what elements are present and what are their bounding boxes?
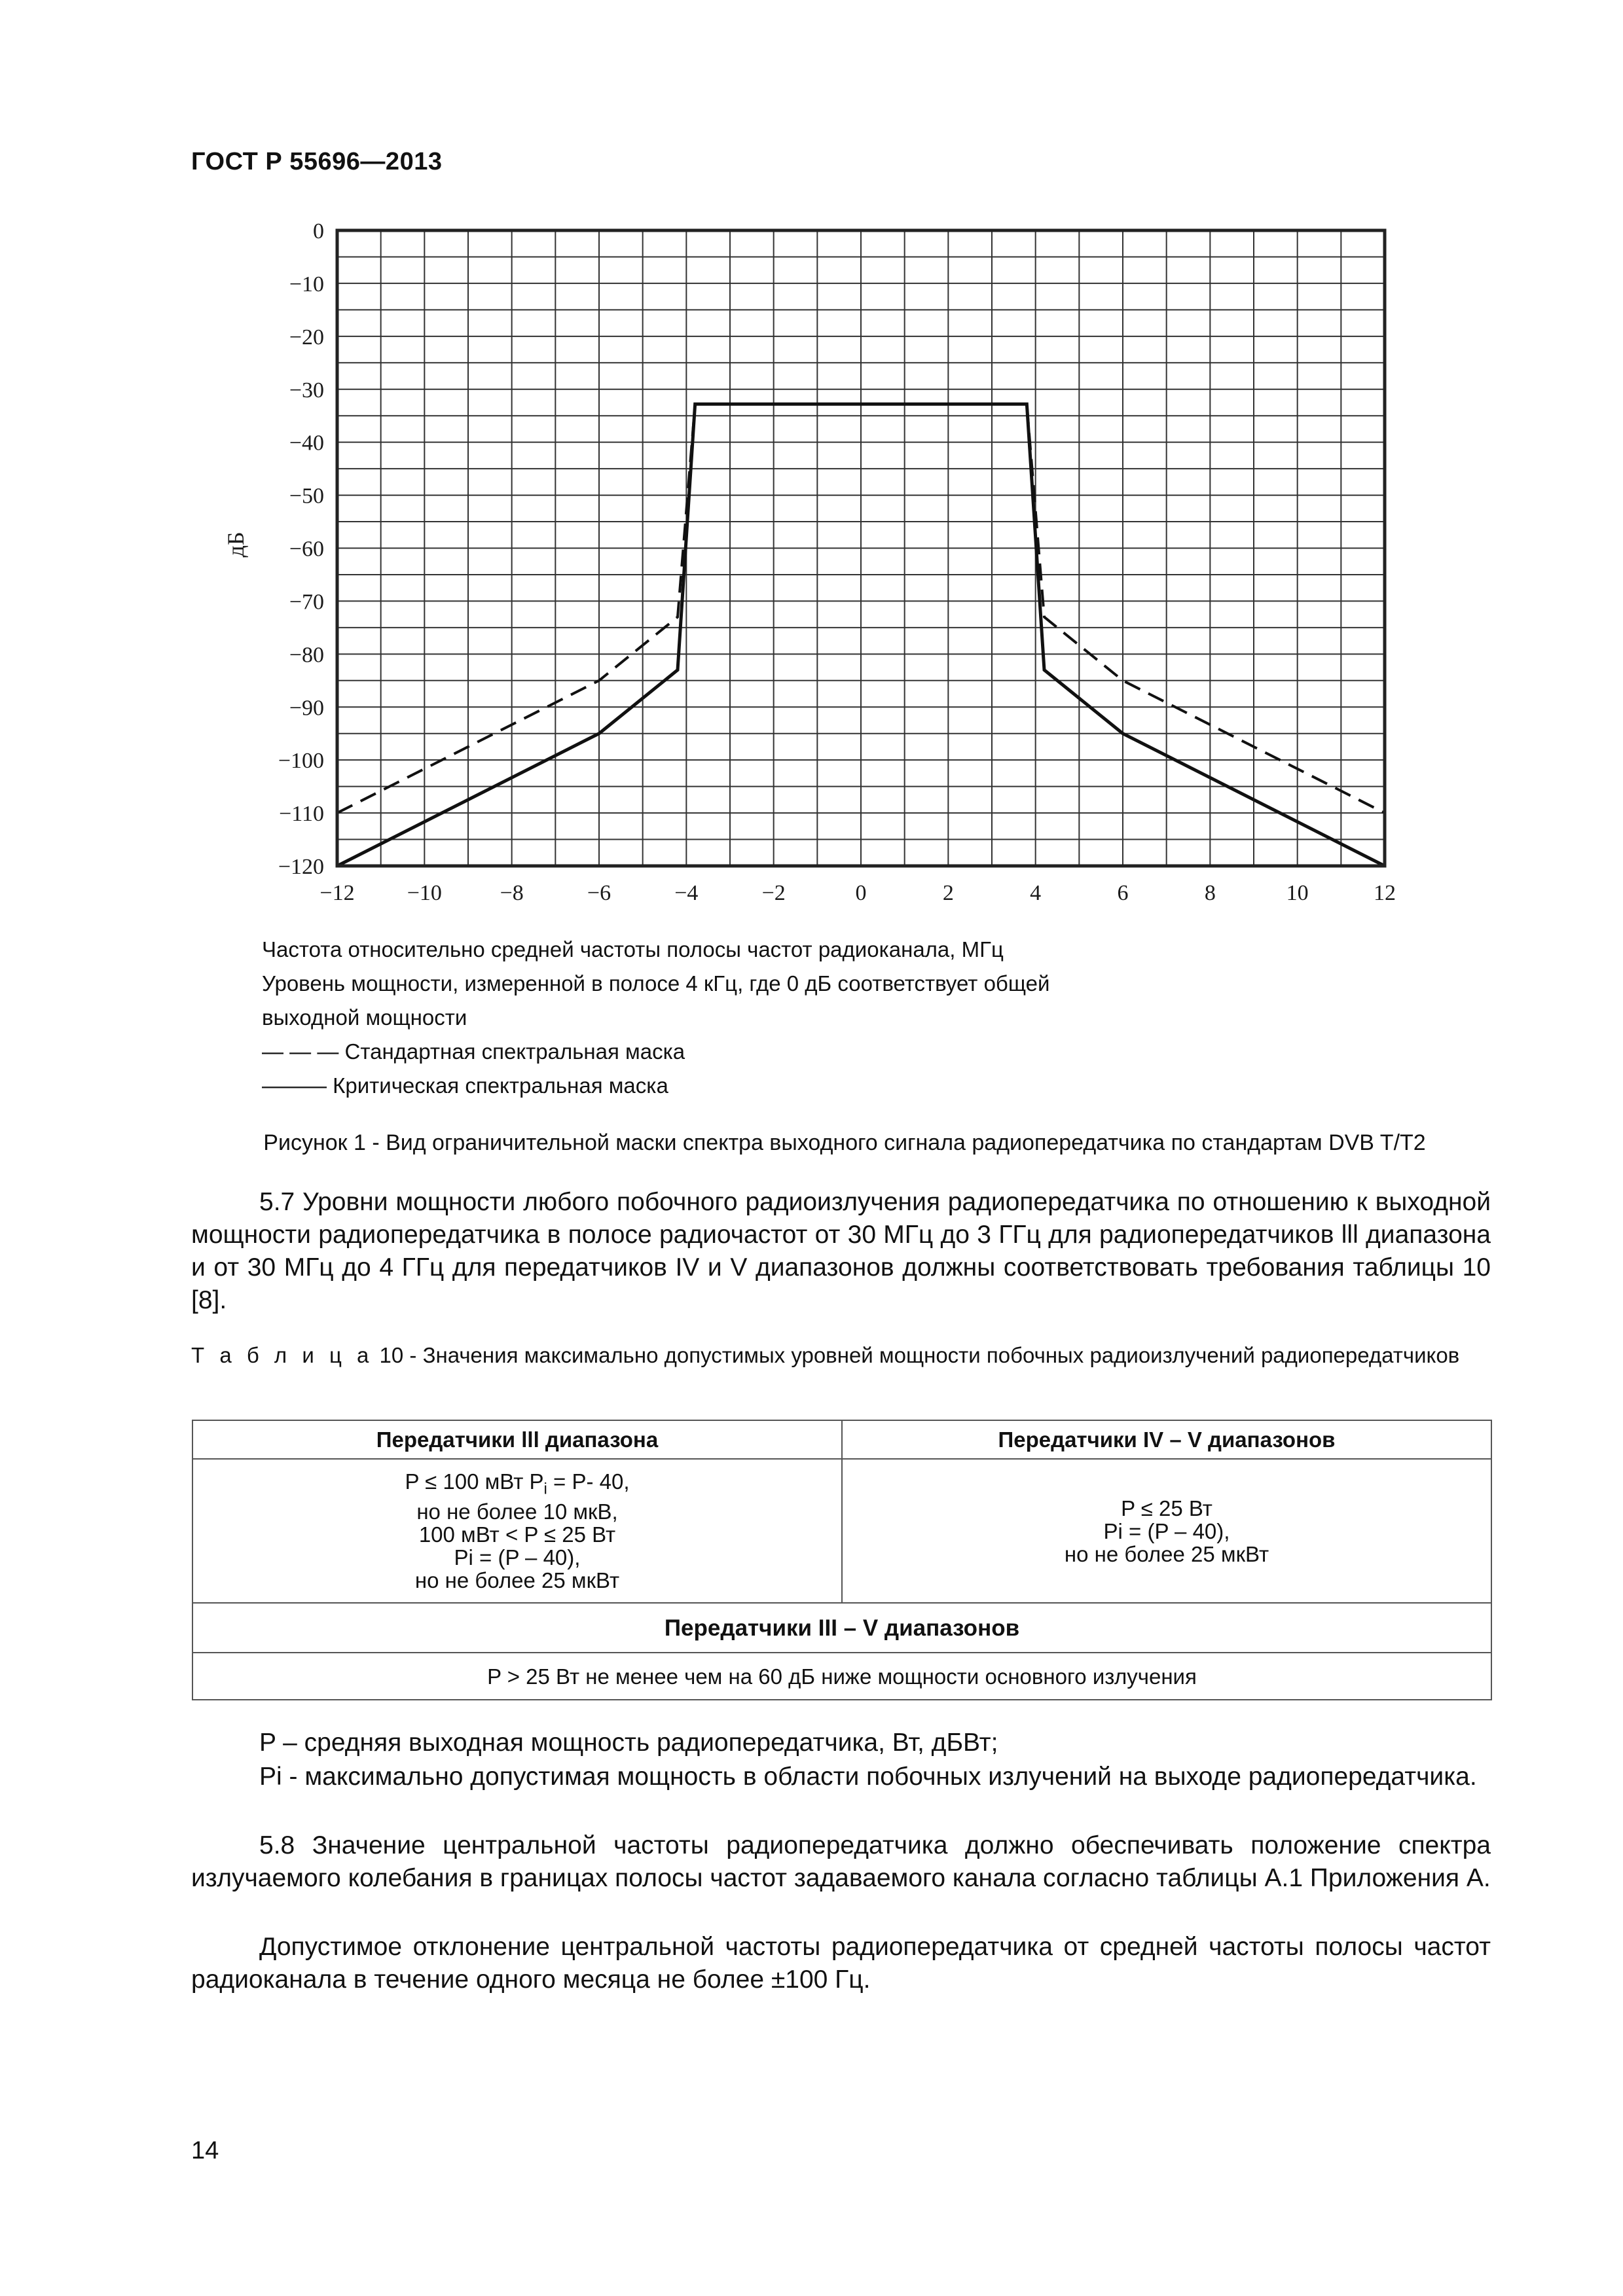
legend-dashed-symbol: — — —	[262, 1039, 339, 1064]
x-tick-label: 8	[1204, 881, 1216, 905]
y-tick-label: −90	[289, 696, 324, 721]
document-header: ГОСТ Р 55696—2013	[191, 148, 443, 175]
y-axis-ticks	[278, 219, 324, 879]
table-row	[192, 1459, 1491, 1603]
y-tick-label: −120	[278, 855, 324, 879]
y-tick-label: −50	[289, 484, 324, 509]
legend-solid-label: Критическая спектральная маска	[333, 1073, 668, 1098]
x-tick-label: 4	[1030, 881, 1042, 905]
table-header-col2: Передатчики IV – V диапазонов	[842, 1420, 1491, 1459]
x-tick-label: −10	[407, 881, 442, 905]
legend-solid-symbol: ———	[262, 1073, 327, 1098]
spectrum-mask-chart	[196, 209, 1440, 916]
y-tick-label: −30	[289, 378, 324, 403]
x-tick-label: −4	[674, 881, 699, 905]
cell-line: Pi = (P – 40),	[454, 1545, 581, 1570]
cell-line: 100 мВт < P ≤ 25 Вт	[418, 1522, 616, 1547]
figure-caption: Рисунок 1 - Вид ограничительной маски спектра выходного сигнала радиопередатчика по стандартам DVB T/T2	[263, 1130, 1426, 1155]
legend-solid-entry	[262, 1069, 668, 1103]
legend-x-description: Частота относительно средней частоты полосы частот радиоканала, МГц	[262, 937, 1004, 961]
x-axis-ticks	[319, 881, 1396, 905]
legend-y-description: Уровень мощности, измеренной в полосе 4 кГц, где 0 дБ соответствует общей	[262, 971, 1050, 996]
table-header-row	[192, 1420, 1491, 1459]
x-tick-label: 6	[1117, 881, 1129, 905]
y-tick-label: −40	[289, 431, 324, 456]
cell-line: Pi = (P – 40),	[1103, 1518, 1230, 1543]
spurious-emission-table	[192, 1420, 1492, 1700]
cell-line: P ≤ 100 мВт $P_i = P-$ 40,	[405, 1469, 630, 1498]
table-header-col1: Передатчики lll диапазона	[192, 1420, 842, 1459]
table-cell-all-bands: P > 25 Вт не менее чем на 60 дБ ниже мощности основного излучения	[192, 1653, 1491, 1700]
definition-pi: Pi - максимально допустимая мощность в области побочных излучений на выходе радиопередатчика.	[259, 1763, 1477, 1791]
y-tick-label: −60	[289, 537, 324, 562]
y-tick-label: 0	[313, 219, 324, 243]
paragraph-5-8: 5.8 Значение центральной частоты радиопередатчика должно обеспечивать положение спектра излучаемого колебания в границах полосы частот задаваемого канала согласно таблицы А.1 Приложения А.	[191, 1831, 1491, 1892]
x-tick-label: 12	[1374, 881, 1396, 905]
y-tick-label: −70	[289, 590, 324, 615]
x-tick-label: −2	[761, 881, 786, 905]
table-title-text: 10 - Значения максимально допустимых уровней мощности побочных радиоизлучений радиопередатчиков	[379, 1343, 1460, 1367]
y-tick-label: −110	[279, 802, 324, 827]
y-tick-label: −100	[278, 749, 324, 774]
x-tick-label: −8	[500, 881, 524, 905]
table-cell-band3	[192, 1459, 842, 1603]
table-title	[191, 1343, 1491, 1368]
x-tick-label: −6	[587, 881, 611, 905]
x-tick-label: 0	[855, 881, 867, 905]
cell-line: но не более 25 мкВт	[414, 1568, 620, 1593]
cell-line: P ≤ 25 Вт	[1121, 1496, 1213, 1520]
legend-y-description-cont: выходной мощности	[262, 1005, 467, 1030]
paragraph-frequency-deviation: Допустимое отклонение центральной частоты радиопередатчика от средней частоты полосы частот радиоканала в течение одного месяца не более ±100 Гц.	[191, 1933, 1491, 1994]
y-tick-label: −80	[289, 643, 324, 668]
table-subheader-all-bands: Передатчики III – V диапазонов	[192, 1603, 1491, 1653]
page-number: 14	[191, 2137, 219, 2164]
x-tick-label: −12	[319, 881, 355, 905]
x-tick-label: 10	[1286, 881, 1309, 905]
x-tick-label: 2	[942, 881, 954, 905]
chart-grid	[337, 230, 1385, 866]
y-tick-label: −20	[289, 325, 324, 350]
legend-dashed-label: Стандартная спектральная маска	[344, 1039, 685, 1064]
paragraph-5-7: 5.7 Уровни мощности любого побочного радиоизлучения радиопередатчика по отношению к выходной мощности радиопередатчика в полосе радиочастот от 30 МГц до 3 ГГц для радиопередатчиков lll диапазона и от 30 МГц до 4 ГГц для передатчиков IV и V диапазонов должны соответствовать требования таблицы 10 [8].	[191, 1188, 1491, 1314]
table-row	[192, 1653, 1491, 1700]
y-axis-label: дБ	[223, 531, 249, 558]
table-cell-band4-5	[842, 1459, 1491, 1603]
cell-line: но не более 10 мкВ,	[416, 1499, 618, 1524]
table-row	[192, 1603, 1491, 1653]
table-label: Т а б л и ц а	[191, 1343, 374, 1367]
legend-dashed-entry	[262, 1035, 685, 1069]
definition-p: P – средняя выходная мощность радиопередатчика, Вт, дБВт;	[259, 1729, 998, 1757]
y-tick-label: −10	[289, 272, 324, 296]
cell-line: но не более 25 мкВт	[1064, 1541, 1269, 1566]
